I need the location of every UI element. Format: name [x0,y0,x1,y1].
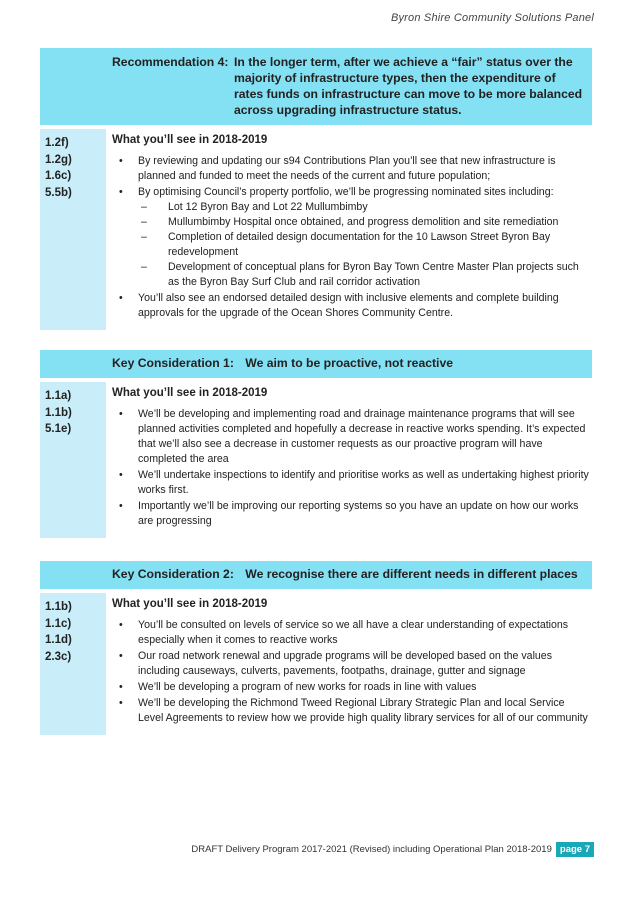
footer-text: DRAFT Delivery Program 2017-2021 (Revised) including Operational Plan 2018-2019 [191,844,552,855]
bullet-list [112,407,592,529]
section-header [40,561,592,589]
reference-code: 1.1d) [45,634,72,646]
section-content [106,129,592,330]
reference-codes [40,129,106,330]
sub-bullet-item: – Lot 12 Byron Bay and Lot 22 Mullumbimby [168,200,592,215]
section-content [106,382,592,538]
bullet-list [112,618,592,726]
section-heading-text: We recognise there are different needs in different places [245,567,578,581]
reference-code: 5.1e) [45,423,72,435]
section-heading [106,48,592,125]
sub-bullet-item: – Completion of detailed design documentation for the 10 Lawson Street Byron Bay redevelopment [168,230,592,260]
section-header-gutter [40,350,106,378]
reference-code: 5.5b) [45,186,72,199]
section-content [106,593,592,735]
sub-bullet-item: – Mullumbimby Hospital once obtained, and progress demolition and site remediation [168,215,592,230]
reference-code: 1.2f) [45,137,69,149]
section-heading-label: Key Consideration 1: [112,356,234,370]
bullet-item: • We’ll be developing a program of new works for roads in line with values [138,680,592,695]
section-heading [106,561,592,589]
page-number-badge: page 7 [556,842,594,857]
section-body [40,589,592,735]
reference-code: 1.1b) [45,601,72,613]
bullet-item [138,291,592,321]
section-body [40,125,592,330]
reference-code: 1.1c) [45,617,72,630]
section-subheading: What you’ll see in 2018-2019 [112,134,268,146]
section-heading-label: Key Consideration 2: [112,567,234,581]
bullet-item: • Our road network renewal and upgrade programs will be developed based on the values including causeways, culverts, pavements, footpaths, drainage, gutter and signage [138,649,592,679]
reference-code: 1.2g) [45,153,72,166]
recommendation-4-section [40,48,592,330]
bullet-text: By optimising Council’s property portfolio, we’ll be progressing nominated sites including: [138,186,554,198]
section-heading [106,350,592,378]
bullet-item [138,154,592,184]
reference-codes [40,382,106,538]
bullet-item: • We’ll be developing the Richmond Tweed Regional Library Strategic Plan and local Service Level Agreements to review how we provide high quality library services for all of our community [138,696,592,726]
bullet-text: By reviewing and updating our s94 Contributions Plan you’ll see that new infrastructure is planned and funded to meet the needs of the current and future population; [138,155,556,182]
bullet-item: • We’ll be developing and implementing road and drainage maintenance programs that will see planned activities completed and hopefully a decrease in reactive works spending. It’s expected that we’ll also see a decrease in customer requests as our proactive program will have completed the area [138,407,592,467]
section-body [40,378,592,538]
section-header-gutter [40,561,106,589]
section-subheading: What you’ll see in 2018-2019 [112,387,268,399]
reference-code: 1.1a) [45,390,72,402]
bullet-item [138,185,592,290]
section-heading-text: We aim to be proactive, not reactive [245,356,454,370]
key-consideration-2-section [40,561,592,735]
bullet-item: • You’ll be consulted on levels of service so we all have a clear understanding of expectations especially when it comes to reactive works [138,618,592,648]
page-footer [191,842,594,857]
key-consideration-1-section [40,350,592,538]
section-header [40,48,592,125]
reference-code: 1.1b) [45,406,72,419]
section-heading-label: Recommendation 4: [112,55,229,69]
section-heading-text: In the longer term, after we achieve a “fair” status over the majority of infrastructure types, then the expenditure of rates funds on infrastructure can move to be more balanced across upgrading infrastructure status. [234,55,583,117]
bullet-text: You’ll also see an endorsed detailed design with inclusive elements and complete building approvals for the upgrade of the Ocean Shores Community Centre. [138,292,559,319]
sub-bullet-list [138,200,592,290]
bullet-item: • Importantly we’ll be improving our reporting systems so you have an update on how our works are progressing [138,499,592,529]
reference-codes [40,593,106,735]
reference-code: 1.6c) [45,170,72,182]
section-header-gutter [40,48,106,125]
bullet-list [112,154,592,321]
bullet-item: • We’ll undertake inspections to identify and prioritise works as well as undertaking highest priority works first. [138,468,592,498]
section-subheading: What you’ll see in 2018-2019 [112,598,268,610]
sub-bullet-item: – Development of conceptual plans for Byron Bay Town Centre Master Plan projects such as the Byron Bay Surf Club and rail corridor activation [168,260,592,290]
reference-code: 2.3c) [45,650,72,663]
section-header [40,350,592,378]
header-title: Byron Shire Community Solutions Panel [390,12,594,24]
